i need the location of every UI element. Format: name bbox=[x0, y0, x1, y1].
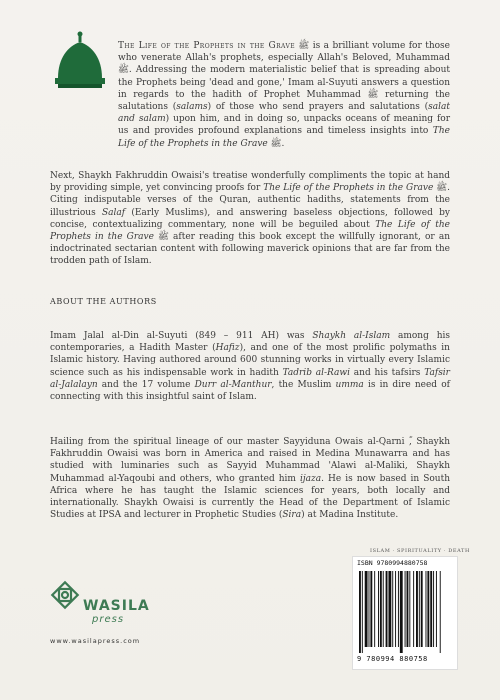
barcode-bar bbox=[378, 571, 379, 647]
barcode-bar bbox=[369, 571, 370, 647]
barcode-bar bbox=[380, 571, 382, 647]
barcode-bar bbox=[395, 571, 396, 647]
barcode-bar bbox=[370, 571, 372, 647]
publisher-sub: press bbox=[92, 614, 125, 625]
barcode-icon bbox=[357, 571, 453, 653]
publisher-name: WASILA bbox=[83, 598, 150, 614]
about-authors-heading: ABOUT THE AUTHORS bbox=[50, 297, 157, 306]
barcode-bar bbox=[388, 571, 391, 647]
blurb-paragraph-2: Next, Shaykh Fakhruddin Owaisi's treatise wonderfully compliments the topic at hand by providing simple, yet convincing proofs for The Life of the Prophets in the Grave ﷺ. Citing indisputable verses of the Quran, authentic hadiths, statements from the illustrious Salaf (Early Muslims), and answering baseless objections, followed by concise, contextualizing commentary, none will be beguiled about The Life of the Prophets in the Grave ﷺ after reading this book except the willfully ignorant, or an indoctrinated sectarian content with following maverick opinions that are far from the trodden path of Islam. bbox=[50, 171, 450, 267]
barcode-bar bbox=[419, 571, 420, 647]
barcode-bar bbox=[383, 571, 384, 647]
barcode-bar bbox=[440, 571, 441, 653]
barcode-bar bbox=[427, 571, 429, 647]
barcode-bar bbox=[416, 571, 418, 647]
barcode-bar bbox=[362, 571, 363, 653]
barcode-bar bbox=[409, 571, 410, 647]
barcode-bar bbox=[398, 571, 399, 647]
barcode-number: 9 780994 880758 bbox=[357, 655, 428, 663]
barcode-bar bbox=[430, 571, 432, 647]
green-dome-icon bbox=[52, 30, 108, 90]
blurb-book-title: The Life of the Prophets in the Grave bbox=[118, 41, 295, 51]
blurb-paragraph-1: The Life of the Prophets in the Grave ﷺ is a brilliant volume for those who venerate Allah's prophets, especially Allah's Beloved, Muhammad ﷺ. Addressing the modern materialistic belief that is spreading about the Prophets being 'dead and gone,' Imam al-Suyuti answers a question in regards to the hadith of Prophet Muhammad ﷺ returning the salutations (salams) of those who send prayers and salutations (salat and salam) upon him, and in doing so, unpacks oceans of meaning for us and provides profound explanations and timeless insights into The Life of the Prophets in the Grave ﷺ. bbox=[118, 41, 451, 149]
barcode-bar bbox=[392, 571, 393, 647]
barcode-bar bbox=[359, 571, 361, 653]
barcode-bar bbox=[365, 571, 368, 647]
barcode-bar bbox=[386, 571, 388, 647]
isbn-label: ISBN 9780994880758 bbox=[357, 559, 428, 567]
barcode-bar bbox=[405, 571, 406, 647]
publisher-website[interactable]: www.wasilapress.com bbox=[50, 637, 141, 645]
isbn-barcode-block bbox=[352, 556, 458, 670]
barcode-bar bbox=[421, 571, 423, 647]
barcode-bar bbox=[400, 571, 403, 653]
wasila-knot-logo-icon bbox=[50, 580, 80, 610]
author-bio-suyuti: Imam Jalal al-Din al-Suyuti (849 – 911 AH) was Shaykh al-Islam among his contemporaries, a Hadith Master (Hafiz), and one of the most prolific polymaths in Islamic history. Having authored around 600 stunning works in virtually every Islamic science such as his indispensable work in hadith Tadrib al-Rawi and his tafsirs Tafsir al-Jalalayn and the 17 volume Durr al-Manthur, the Muslim umma is in dire need of connecting with this insightful saint of Islam. bbox=[50, 331, 450, 403]
barcode-bar bbox=[374, 571, 375, 647]
category-tags: ISLAM · SPIRITUALITY · DEATH bbox=[370, 548, 470, 554]
barcode-bar bbox=[433, 571, 434, 647]
author-bio-owaisi: Hailing from the spiritual lineage of our master Sayyiduna Owais al-Qarni , Shaykh Fakhruddin Owaisi was born in America and raised in Medina Munawarra and has studied with luminaries such as Sayyid Muhammad 'Alawi al-Maliki, Shaykh Muhammad al-Yaqoubi and others, who granted him ijaza. He is now based in South Africa where he has taught the Islamic sciences for years, both locally and internationally. Shaykh Owaisi is currently the Head of the Department of Islamic Studies at IPSA and lecturer in Prophetic Studies (Sira) at Madina Institute. bbox=[50, 437, 451, 521]
barcode-bar bbox=[413, 571, 414, 647]
barcode-bar bbox=[426, 571, 427, 647]
barcode-bar bbox=[407, 571, 409, 647]
barcode-bar bbox=[436, 571, 437, 647]
